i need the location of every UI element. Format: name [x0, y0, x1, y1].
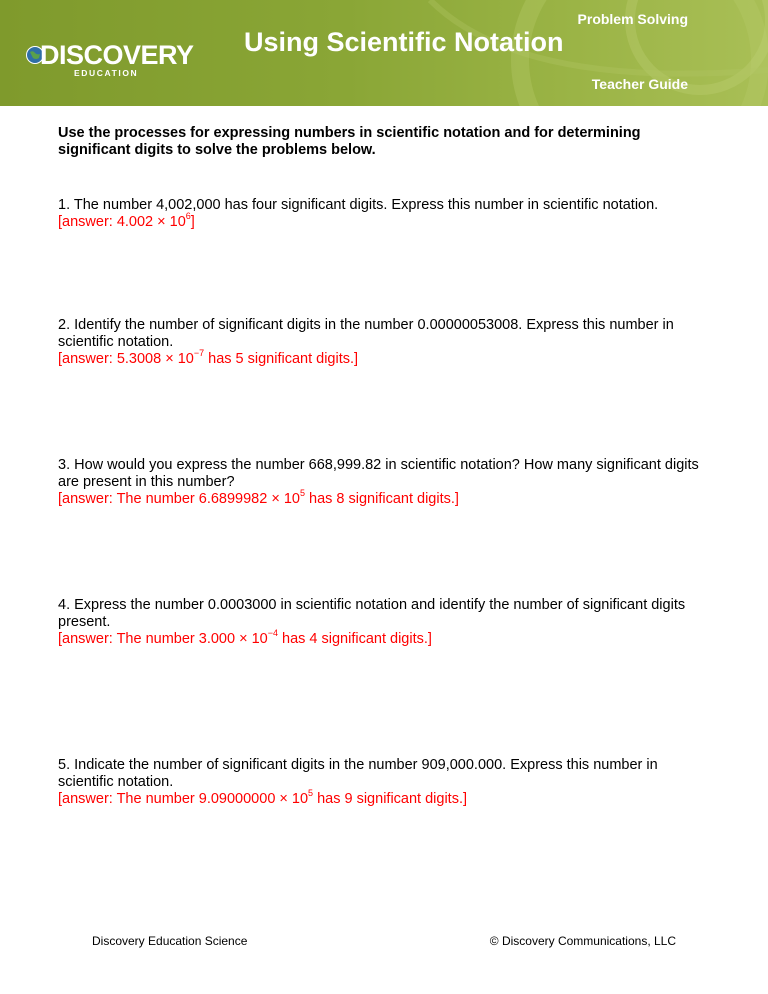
problem-3 — [58, 457, 708, 508]
problem-1 — [58, 197, 708, 231]
problem-question: 2. Identify the number of significant digits in the number 0.00000053008. Express this number in scientific notation. — [58, 317, 674, 350]
problem-5 — [58, 757, 708, 808]
problem-question: 1. The number 4,002,000 has four significant digits. Express this number in scientific notation. — [58, 197, 659, 213]
problem-4 — [58, 597, 708, 648]
discovery-education-logo — [26, 40, 194, 80]
category-label: Problem Solving — [577, 11, 688, 27]
footer-copyright: © Discovery Communications, LLC — [489, 934, 676, 948]
problem-2 — [58, 317, 708, 368]
logo-subtitle: EDUCATION — [74, 68, 139, 78]
page-header — [0, 0, 768, 106]
problem-answer: [answer: $4.002 \times 10^6$] — [58, 211, 195, 230]
problem-answer: [answer: The number $9.09000000 \times 10^5$ has 9 significant digits.] — [58, 788, 468, 807]
problem-answer: [answer: The number $6.6899982 \times 10^5$ has 8 significant digits.] — [58, 488, 459, 507]
page-title: Using Scientific Notation — [244, 27, 564, 57]
footer-source: Discovery Education Science — [92, 934, 248, 948]
logo-wordmark: DISCOVERY — [40, 40, 194, 70]
problem-answer: [answer: The number $3.000 \times 10^{-4}$ has 4 significant digits.] — [58, 628, 432, 647]
problem-question: 3. How would you express the number 668,999.82 in scientific notation? How many significant digits are present in this number? — [58, 457, 699, 490]
instructions: Use the processes for expressing numbers in scientific notation and for determining significant digits to solve the problems below. — [58, 125, 641, 158]
problem-answer: [answer: $5.3008 \times 10^{-7}$ has 5 significant digits.] — [58, 348, 359, 367]
problem-question: 4. Express the number 0.0003000 in scientific notation and identify the number of significant digits present. — [58, 597, 686, 630]
problem-question: 5. Indicate the number of significant digits in the number 909,000.000. Express this number in scientific notation. — [58, 757, 658, 790]
guide-label: Teacher Guide — [591, 76, 688, 92]
